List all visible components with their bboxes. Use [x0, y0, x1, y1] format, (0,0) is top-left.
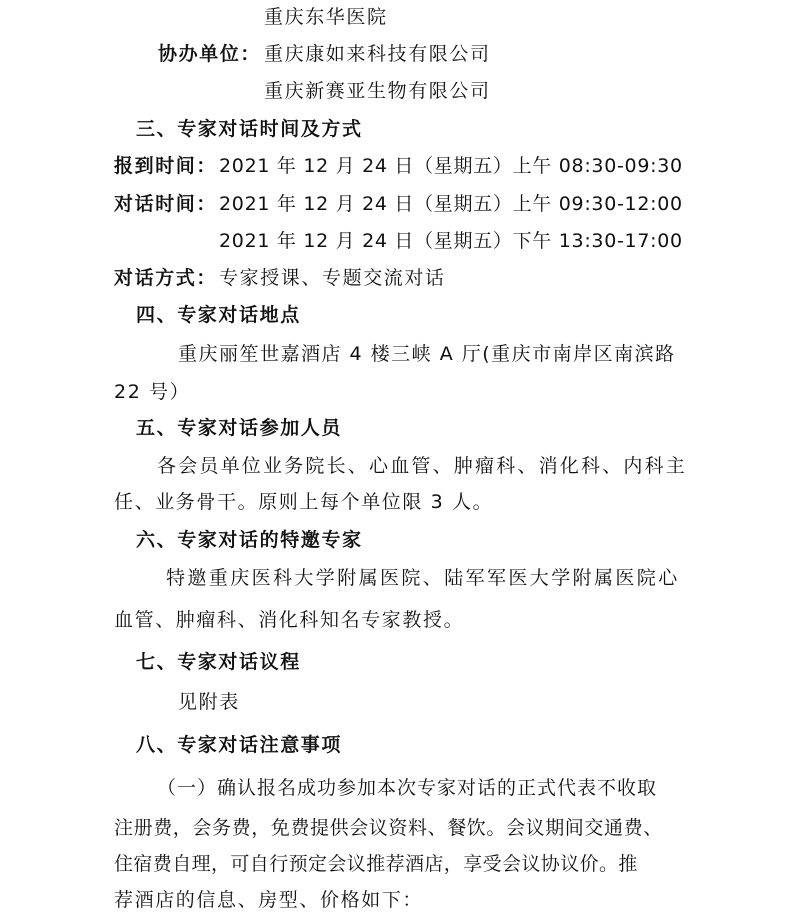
dialogue-mode-value: 专家授课、专题交流对话	[219, 267, 446, 289]
section-3-heading: 三、专家对话时间及方式	[136, 118, 363, 140]
venue-line-2: 22 号）	[114, 381, 191, 403]
notes-line-2: 注册费，会务费，免费提供会议资料、餐饮。会议期间交通费、	[114, 817, 663, 839]
experts-line-2: 血管、肿瘤科、消化科知名专家教授。	[114, 609, 465, 631]
dialogue-mode-label: 对话方式：	[114, 267, 218, 289]
host-unit-continued: 重庆东华医院	[264, 6, 388, 28]
co-organizer-2: 重庆新赛亚生物有限公司	[264, 80, 491, 102]
co-organizer-label: 协办单位：	[158, 43, 262, 65]
checkin-time-value: 2021 年 12 月 24 日（星期五）上午 08:30-09:30	[219, 155, 683, 177]
dialogue-time-label: 对话时间：	[114, 193, 218, 215]
section-6-heading: 六、专家对话的特邀专家	[136, 529, 363, 551]
co-organizer-1: 重庆康如来科技有限公司	[264, 43, 491, 65]
notes-line-4: 荐酒店的信息、房型、价格如下：	[114, 889, 424, 911]
notes-line-1: （一）确认报名成功参加本次专家对话的正式代表不收取	[157, 777, 658, 799]
venue-line-1: 重庆丽笙世嘉酒店 4 楼三峡 A 厅(重庆市南岸区南滨路	[178, 343, 676, 365]
dialogue-time-value-2: 2021 年 12 月 24 日（星期五）下午 13:30-17:00	[219, 230, 683, 252]
checkin-time-label: 报到时间：	[114, 155, 218, 177]
section-8-heading: 八、专家对话注意事项	[136, 734, 343, 756]
section-4-heading: 四、专家对话地点	[136, 304, 301, 326]
participants-line-1: 各会员单位业务院长、心血管、肿瘤科、消化科、内科主	[157, 455, 688, 477]
notes-line-3: 住宿费自理，可自行预定会议推荐酒店，享受会议协议价。推	[114, 853, 638, 875]
section-7-heading: 七、专家对话议程	[136, 651, 301, 673]
participants-line-2: 任、业务骨干。原则上每个单位限 3 人。	[114, 491, 494, 513]
dialogue-time-value-1: 2021 年 12 月 24 日（星期五）上午 09:30-12:00	[219, 193, 683, 215]
section-5-heading: 五、专家对话参加人员	[136, 417, 343, 439]
experts-line-1: 特邀重庆医科大学附属医院、陆军军医大学附属医院心	[166, 567, 680, 589]
agenda-line: 见附表	[178, 691, 240, 713]
